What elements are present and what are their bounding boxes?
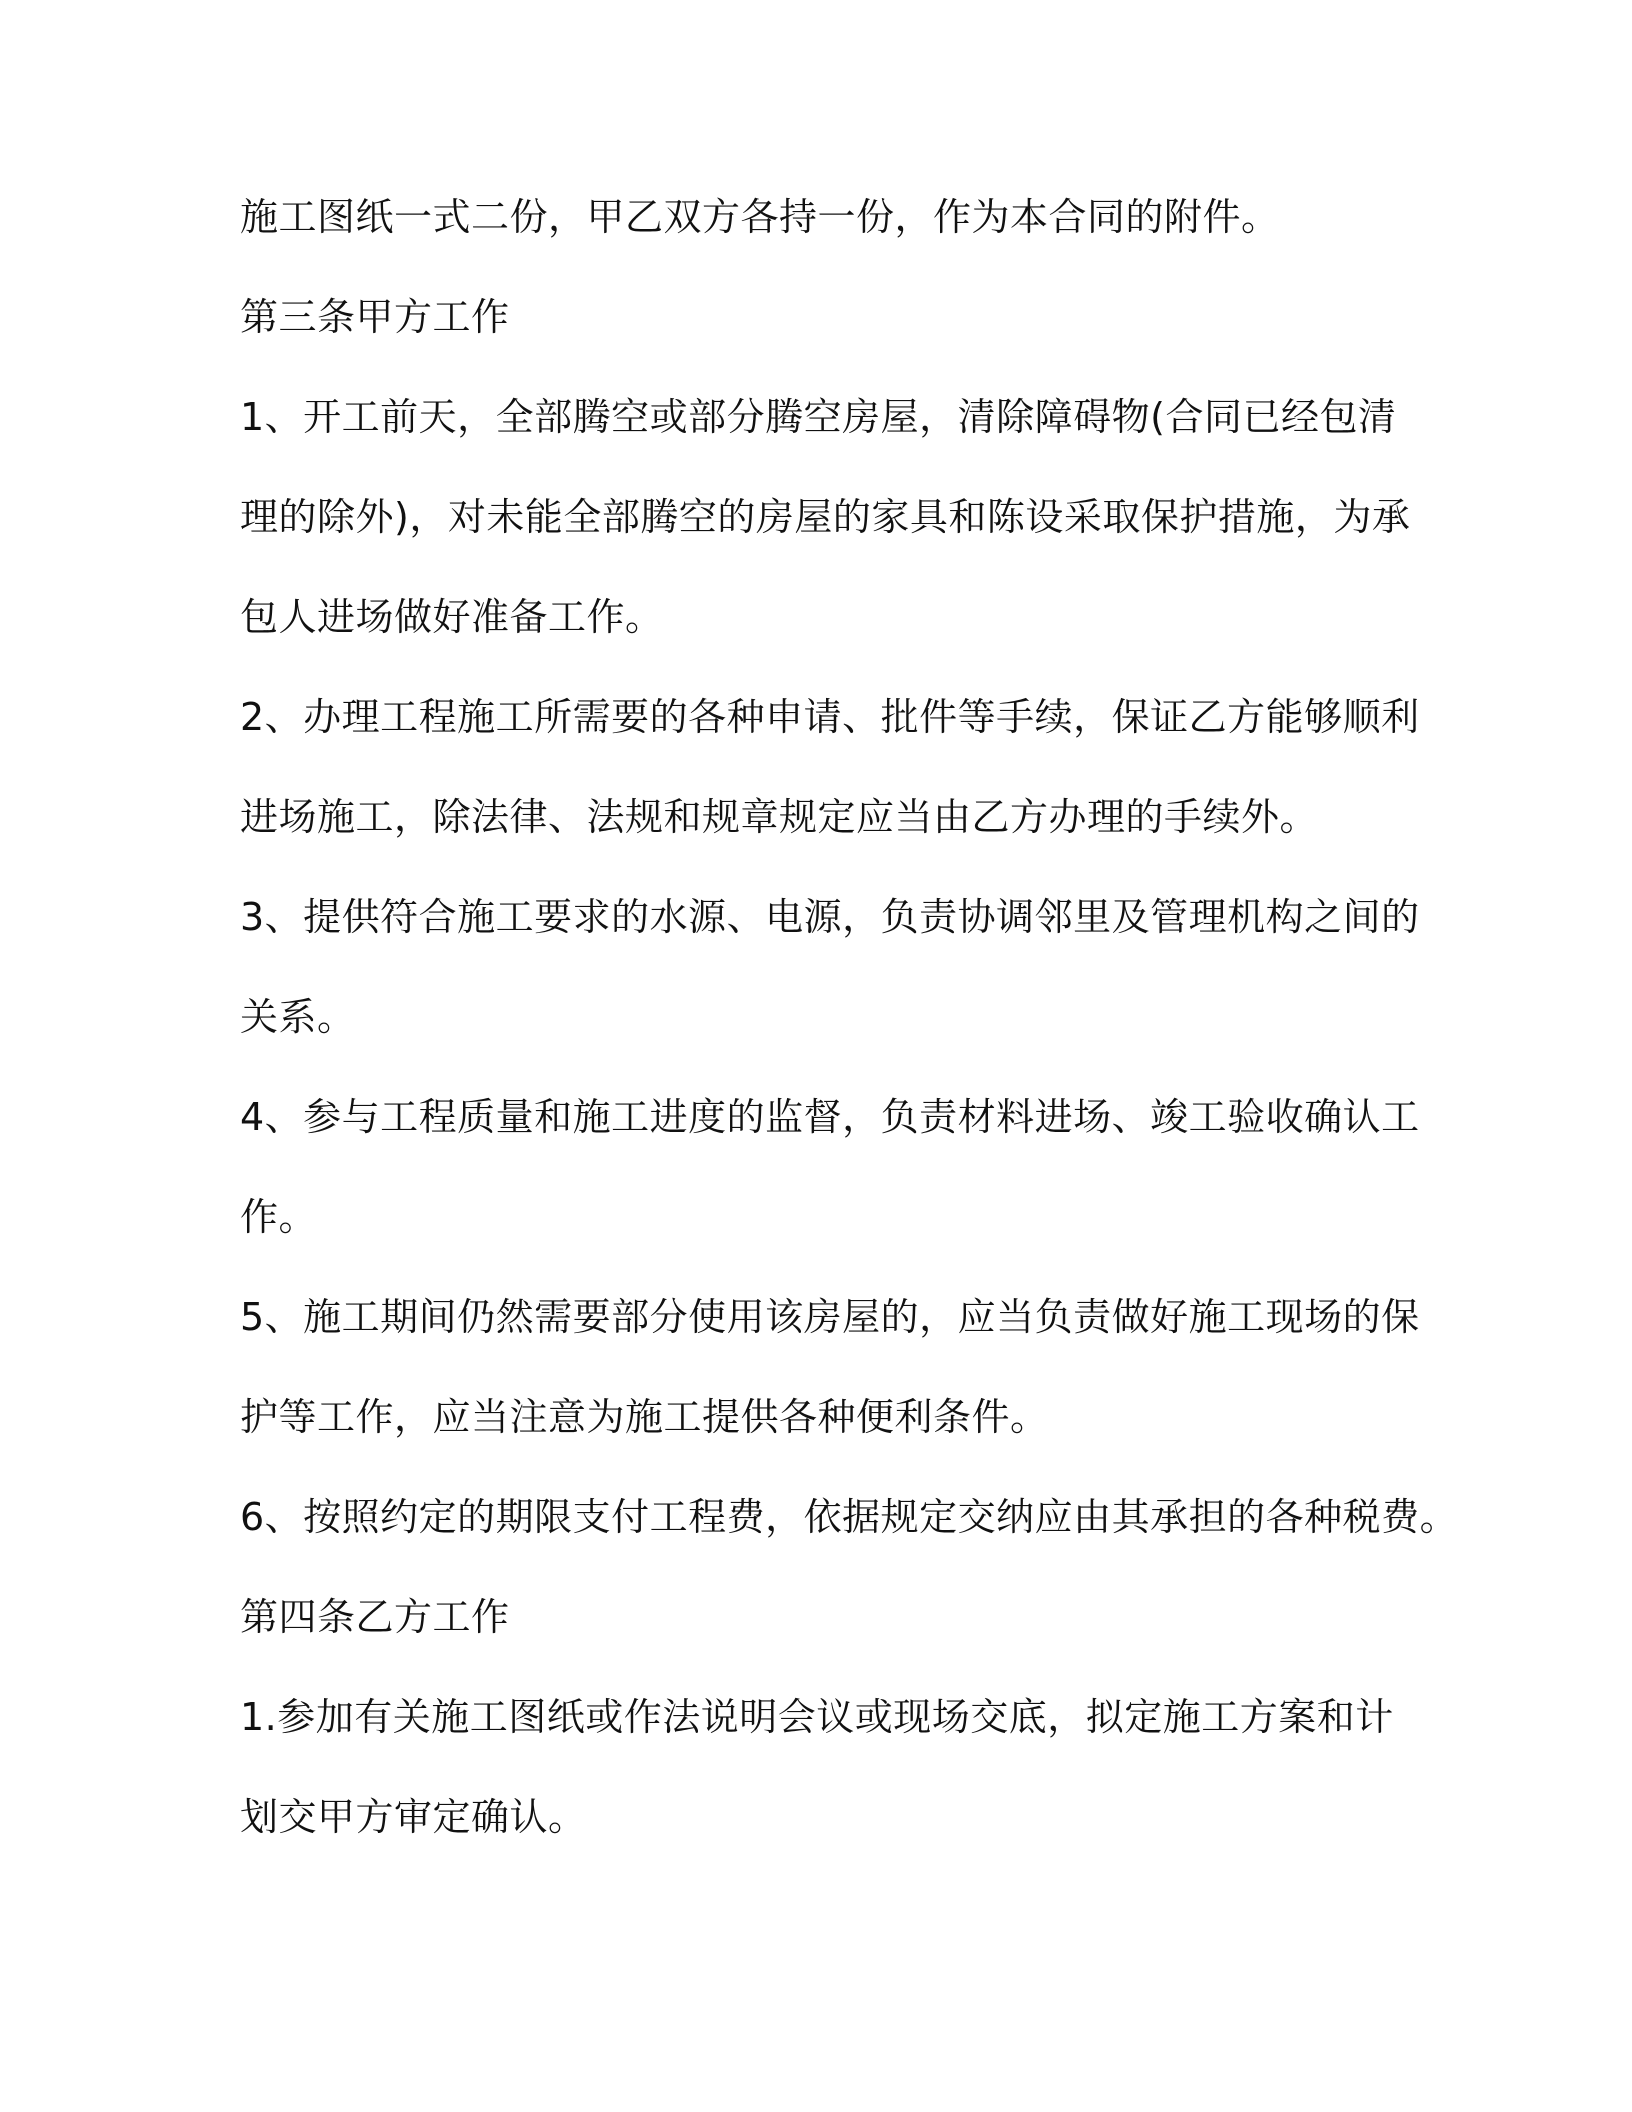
text-line-item-1a: 1、开工前天，全部腾空或部分腾空房屋，清除障碍物(合同已经包清 xyxy=(240,395,1397,439)
text-line-item-1b: 理的除外)，对未能全部腾空的房屋的家具和陈设采取保护措施，为承 xyxy=(240,495,1411,539)
text-line-item-4a: 4、参与工程质量和施工进度的监督，负责材料进场、竣工验收确认工 xyxy=(240,1095,1420,1139)
text-line-attachment: 施工图纸一式二份，甲乙双方各持一份，作为本合同的附件。 xyxy=(240,195,1280,239)
section-heading-party-b: 第四条乙方工作 xyxy=(240,1595,510,1639)
text-line-item-2a: 2、办理工程施工所需要的各种申请、批件等手续，保证乙方能够顺利 xyxy=(240,695,1420,739)
section-heading-party-a: 第三条甲方工作 xyxy=(240,295,510,339)
text-line-item-4b: 作。 xyxy=(240,1195,318,1239)
text-line-b-item-1a: 1.参加有关施工图纸或作法说明会议或现场交底，拟定施工方案和计 xyxy=(240,1695,1394,1739)
text-line-item-1c: 包人进场做好准备工作。 xyxy=(240,595,664,639)
text-line-item-2b: 进场施工，除法律、法规和规章规定应当由乙方办理的手续外。 xyxy=(240,795,1319,839)
text-line-item-3b: 关系。 xyxy=(240,995,356,1039)
text-line-item-6: 6、按照约定的期限支付工程费，依据规定交纳应由其承担的各种税费。 xyxy=(240,1495,1459,1539)
text-line-item-5b: 护等工作，应当注意为施工提供各种便利条件。 xyxy=(240,1395,1049,1439)
text-line-item-3a: 3、提供符合施工要求的水源、电源，负责协调邻里及管理机构之间的 xyxy=(240,895,1420,939)
text-line-b-item-1b: 划交甲方审定确认。 xyxy=(240,1795,587,1839)
text-line-item-5a: 5、施工期间仍然需要部分使用该房屋的，应当负责做好施工现场的保 xyxy=(240,1295,1420,1339)
